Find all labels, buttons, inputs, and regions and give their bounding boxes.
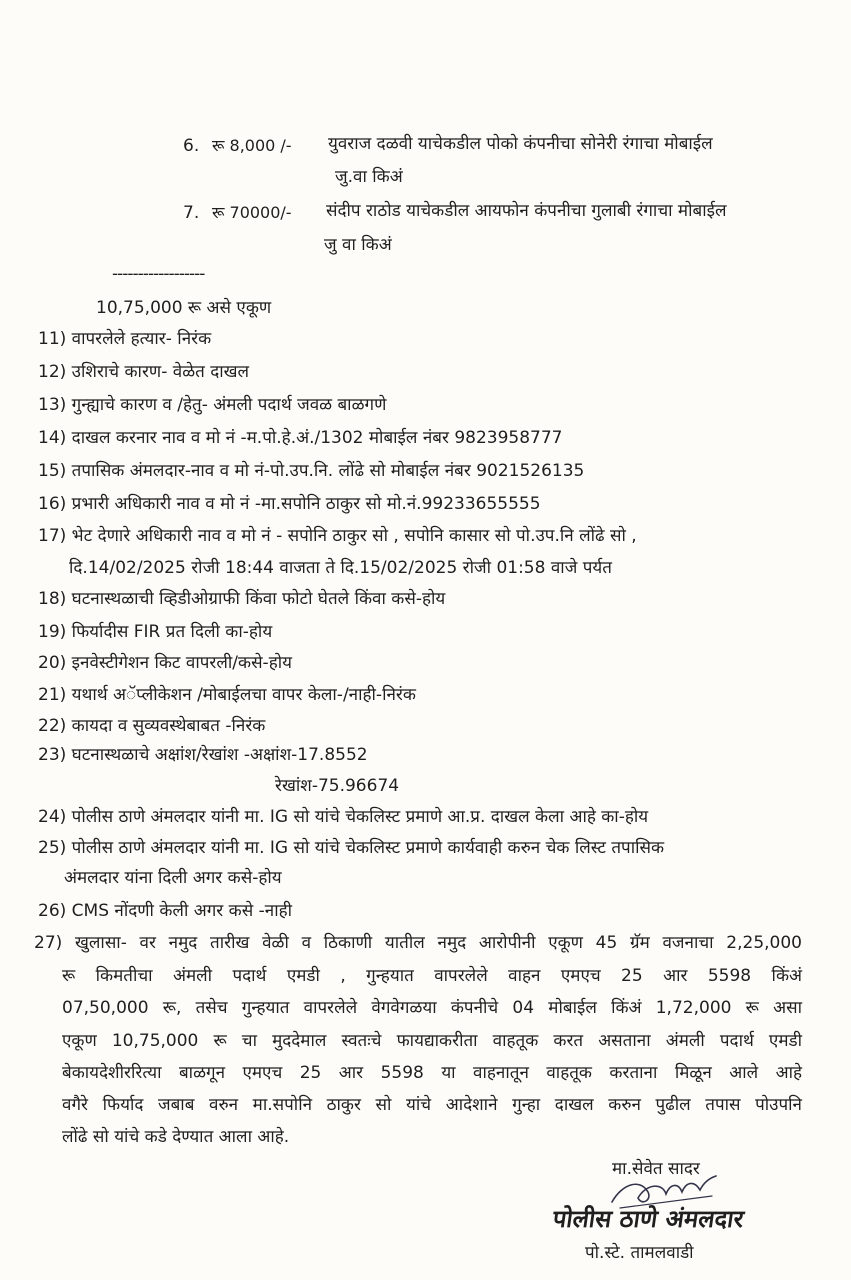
- divider-line: ------------------: [112, 264, 205, 284]
- item-amount: रू 8,000 /-: [212, 136, 292, 155]
- summary-line: बेकायदेशीररित्या बाळगून एमएच 25 आर 5598 या वाहनातून वाहतूक करताना मिळून आले आहे: [62, 1063, 802, 1083]
- point-17-cont: दि.14/02/2025 रोजी 18:44 वाजता ते दि.15/02/2025 रोजी 01:58 वाजे पर्यत: [69, 558, 612, 578]
- point-12: 12) उशिराचे कारण- वेळेत दाखल: [38, 362, 250, 382]
- point-13: 13) गुन्ह्याचे कारण व /हेतु- अंमली पदार्थ जवळ बाळगणे: [38, 395, 387, 415]
- point-20: 20) इनवेस्टीगेशन किट वापरली/कसे-होय: [38, 653, 292, 673]
- item-number: 7.: [183, 203, 200, 223]
- point-24: 24) पोलीस ठाणे अंमलदार यांनी मा. IG सो यांचे चेकलिस्ट प्रमाणे आ.प्र. दाखल केला आहे का-होय: [38, 807, 649, 827]
- item-amount: रू 70000/-: [212, 203, 292, 222]
- point-14: 14) दाखल करनार नाव व मो नं -म.पो.हे.अं./1302 मोबाईल नंबर 9823958777: [38, 428, 563, 448]
- item-description: युवराज दळवी याचेकडील पोको कंपनीचा सोनेरी रंगाचा मोबाईल: [328, 134, 713, 154]
- point-26: 26) CMS नोंदणी केली अगर कसे -नाही: [38, 901, 293, 921]
- point-25: 25) पोलीस ठाणे अंमलदार यांनी मा. IG सो यांचे चेकलिस्ट प्रमाणे कार्यवाही करुन चेक लिस्ट तपासिक: [38, 838, 665, 858]
- point-23: 23) घटनास्थळाचे अक्षांश/रेखांश -अक्षांश-17.8552: [38, 745, 368, 765]
- total-line: 10,75,000 रू असे एकूण: [96, 298, 272, 318]
- police-station-name: पो.स्टे. तामलवाडी: [585, 1243, 694, 1263]
- summary-line: लोंढे सो यांचे कडे देण्यात आला आहे.: [62, 1127, 290, 1147]
- point-21: 21) यथार्थ अॅप्लीकेशन /मोबाईलचा वापर केला-/नाही-निरंक: [38, 685, 416, 705]
- point-19: 19) फिर्यादीस FIR प्रत दिली का-होय: [38, 622, 273, 642]
- closing-text: मा.सेवेत सादर: [612, 1159, 700, 1179]
- point-15: 15) तपासिक अंमलदार-नाव व मो नं-पो.उप.नि. लोंढे सो मोबाईल नंबर 9021526135: [38, 461, 585, 481]
- item-number: 6.: [183, 136, 200, 156]
- point-25-cont: अंमलदार यांना दिली अगर कसे-होय: [64, 868, 282, 888]
- item-description-cont: जु.वा किअं: [335, 167, 403, 187]
- summary-line: 07,50,000 रू, तसेच गुन्हयात वापरलेले वेगवेगळया कंपनीचे 04 मोबाईल किंअं 1,72,000 रू असा: [62, 998, 802, 1018]
- summary-line: एकूण 10,75,000 रू चा मुददेमाल स्वतःचे फायद्याकरीता वाहतूक करत असताना अंमली पदार्थ एमडी: [62, 1031, 802, 1051]
- point-17: 17) भेट देणारे अधिकारी नाव व मो नं - सपोनि ठाकुर सो , सपोनि कासार सो पो.उप.नि लोंढे सो ,: [38, 526, 637, 546]
- point-23-cont: रेखांश-75.96674: [275, 776, 400, 796]
- item-description: संदीप राठोड याचेकडील आयफोन कंपनीचा गुलाबी रंगाचा मोबाईल: [326, 201, 727, 221]
- point-16: 16) प्रभारी अधिकारी नाव व मो नं -मा.सपोनि ठाकुर सो मो.नं.99233655555: [38, 494, 541, 514]
- summary-line: वगैरे फिर्याद जबाब वरुन मा.सपोनि ठाकुर सो यांचे आदेशाने गुन्हा दाखल करुन पुढील तपास पोउपनि: [62, 1095, 802, 1115]
- point-11: 11) वापरलेले हत्यार- निरंक: [38, 329, 212, 349]
- point-18: 18) घटनास्थळाची व्हिडीओग्राफी किंवा फोटो घेतले किंवा कसे-होय: [38, 589, 446, 609]
- summary-line: रू किमतीचा अंमली पदार्थ एमडी , गुन्हयात वापरलेले वाहन एमएच 25 आर 5598 किंअं: [62, 966, 802, 986]
- item-description-cont: जु वा किअं: [324, 235, 392, 255]
- point-22: 22) कायदा व सुव्यवस्थेबाबत -निरंक: [38, 716, 266, 736]
- summary-line: 27) खुलासा- वर नमुद तारीख वेळी व ठिकाणी यातील नमुद आरोपीनी एकूण 45 ग्रॅम वजनाचा 2,25,000: [34, 933, 802, 953]
- signature-title: पोलीस ठाणे अंमलदार: [551, 1205, 746, 1233]
